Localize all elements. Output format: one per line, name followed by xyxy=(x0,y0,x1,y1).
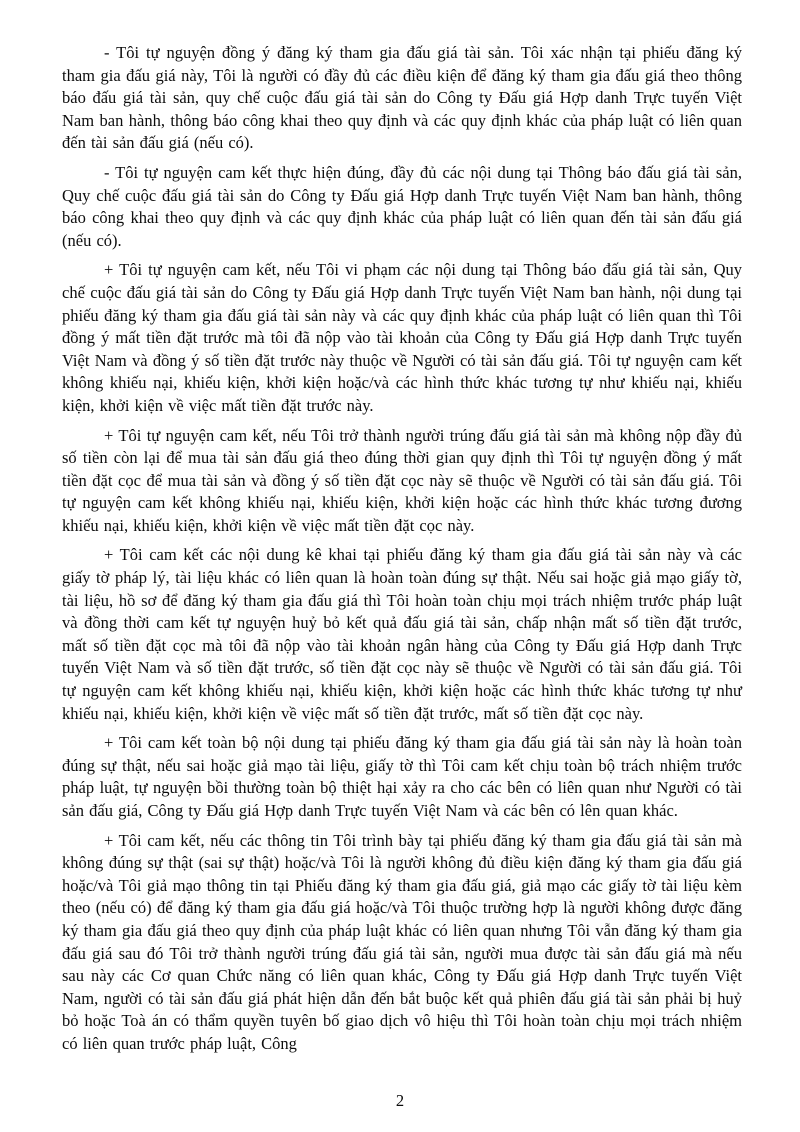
paragraph-3: + Tôi tự nguyện cam kết, nếu Tôi vi phạm các nội dung tại Thông báo đấu giá tài sản, Quy chế cuộc đấu giá tài sản do Công ty Đấu giá Hợp danh Trực tuyến Việt Nam ban hành, nội dung tại phiếu đăng ký tham gia đấu giá tài sản này và các quy định khác của pháp luật có liên quan thì Tôi đồng ý mất tiền đặt trước mà tôi đã nộp vào tài khoản của Công ty Đấu giá Hợp danh Trực tuyến Việt Nam và đồng ý số tiền đặt trước này thuộc về Người có tài sản đấu giá. Tôi tự nguyện cam kết không khiếu nại, khiếu kiện, khởi kiện hoặc/và các hình thức khác tương tự như khiếu nại, khiếu kiện, khởi kiện về việc mất tiền đặt trước này. xyxy=(62,260,742,415)
page-number: 2 xyxy=(395,1091,405,1110)
paragraph-1: - Tôi tự nguyện đồng ý đăng ký tham gia đấu giá tài sản. Tôi xác nhận tại phiếu đăng ký tham gia đấu giá này, Tôi là người có đầy đủ các điều kiện để đăng ký tham gia đấu giá theo thông báo đấu giá tài sản, quy chế cuộc đấu giá tài sản do Công ty Đấu giá Hợp danh Trực tuyến Việt Nam ban hành, thông báo công khai theo quy định và các quy định khác của pháp luật có liên quan đến tài sản đấu giá (nếu có). xyxy=(62,43,742,153)
paragraph-7: + Tôi cam kết, nếu các thông tin Tôi trình bày tại phiếu đăng ký tham gia đấu giá tài sản mà không đúng sự thật (sai sự thật) hoặc/và Tôi là người không đủ điều kiện đăng ký tham gia đấu giá hoặc/và Tôi giả mạo thông tin tại Phiếu đăng ký tham gia đấu giá, giả mạo các giấy tờ tài liệu kèm theo (nếu có) để đăng ký tham gia đấu giá hoặc/và Tôi thuộc trường hợp là người không được đăng ký tham gia đấu giá theo quy định của pháp luật khác có liên quan nhưng Tôi vẫn đăng ký tham gia đấu giá sau đó Tôi trở thành người trúng đấu giá tài sản, người mua được tài sản đấu giá mà nếu sau này các Cơ quan Chức năng có liên quan khác, Công ty Đấu giá Hợp danh Trực tuyến Việt Nam, người có tài sản đấu giá phát hiện dẫn đến bắt buộc kết quả phiên đấu giá tài sản phải bị huỷ bỏ hoặc Toà án có thẩm quyền tuyên bố giao dịch vô hiệu thì Tôi hoàn toàn chịu mọi trách nhiệm có liên quan trước pháp luật, Công xyxy=(62,830,742,1053)
paragraph-4: + Tôi tự nguyện cam kết, nếu Tôi trở thành người trúng đấu giá tài sản mà không nộp đầy đủ số tiền còn lại để mua tài sản đấu giá theo đúng thời gian quy định thì Tôi tự nguyện đồng ý mất tiền đặt cọc để mua tài sản và đồng ý số tiền đặt cọc này sẽ thuộc về Người có tài sản đấu giá. Tôi tự nguyện cam kết không khiếu nại, khiếu kiện, khởi kiện hoặc các hình thức khác tương đương khiếu nại, khiếu kiện, khởi kiện về việc mất tiền đặt cọc này. xyxy=(62,425,742,535)
paragraph-5: + Tôi cam kết các nội dung kê khai tại phiếu đăng ký tham gia đấu giá tài sản này và các giấy tờ pháp lý, tài liệu khác có liên quan là hoàn toàn đúng sự thật. Nếu sai hoặc giả mạo giấy tờ, tài liệu, hồ sơ để đăng ký tham gia đấu giá thì Tôi hoàn toàn chịu mọi trách nhiệm trước pháp luật và đồng thời cam kết tự nguyện huỷ bỏ kết quả đấu giá tài sản, chấp nhận mất số tiền đặt trước, mất số tiền đặt cọc mà tôi đã nộp vào tài khoản ngân hàng của Công ty Đấu giá Hợp danh Trực tuyến Việt Nam và số tiền đặt trước, số tiền đặt cọc này sẽ thuộc về Người có tài sản đấu giá. Tôi tự nguyện cam kết không khiếu nại, khiếu kiện, khởi kiện hoặc các hình thức khác tương tự như khiếu nại, khiếu kiện, khởi kiện về việc mất số tiền đặt trước, mất số tiền đặt cọc này. xyxy=(62,545,742,723)
paragraph-2: - Tôi tự nguyện cam kết thực hiện đúng, đầy đủ các nội dung tại Thông báo đấu giá tài sản, Quy chế cuộc đấu giá tài sản do Công ty Đấu giá Hợp danh Trực tuyến Việt Nam ban hành, thông báo công khai theo quy định và các quy định khác của pháp luật có liên quan đến tài sản đấu giá (nếu có). xyxy=(62,162,742,250)
paragraph-6: + Tôi cam kết toàn bộ nội dung tại phiếu đăng ký tham gia đấu giá tài sản này là hoàn toàn đúng sự thật, nếu sai hoặc giả mạo tài liệu, giấy tờ thì Tôi cam kết chịu toàn bộ trách nhiệm trước pháp luật, tự nguyện bồi thường toàn bộ thiệt hại xảy ra cho các bên có liên quan như Người có tài sản đấu giá, Công ty Đấu giá Hợp danh Trực tuyến Việt Nam và các bên có lên quan khác. xyxy=(62,733,742,820)
